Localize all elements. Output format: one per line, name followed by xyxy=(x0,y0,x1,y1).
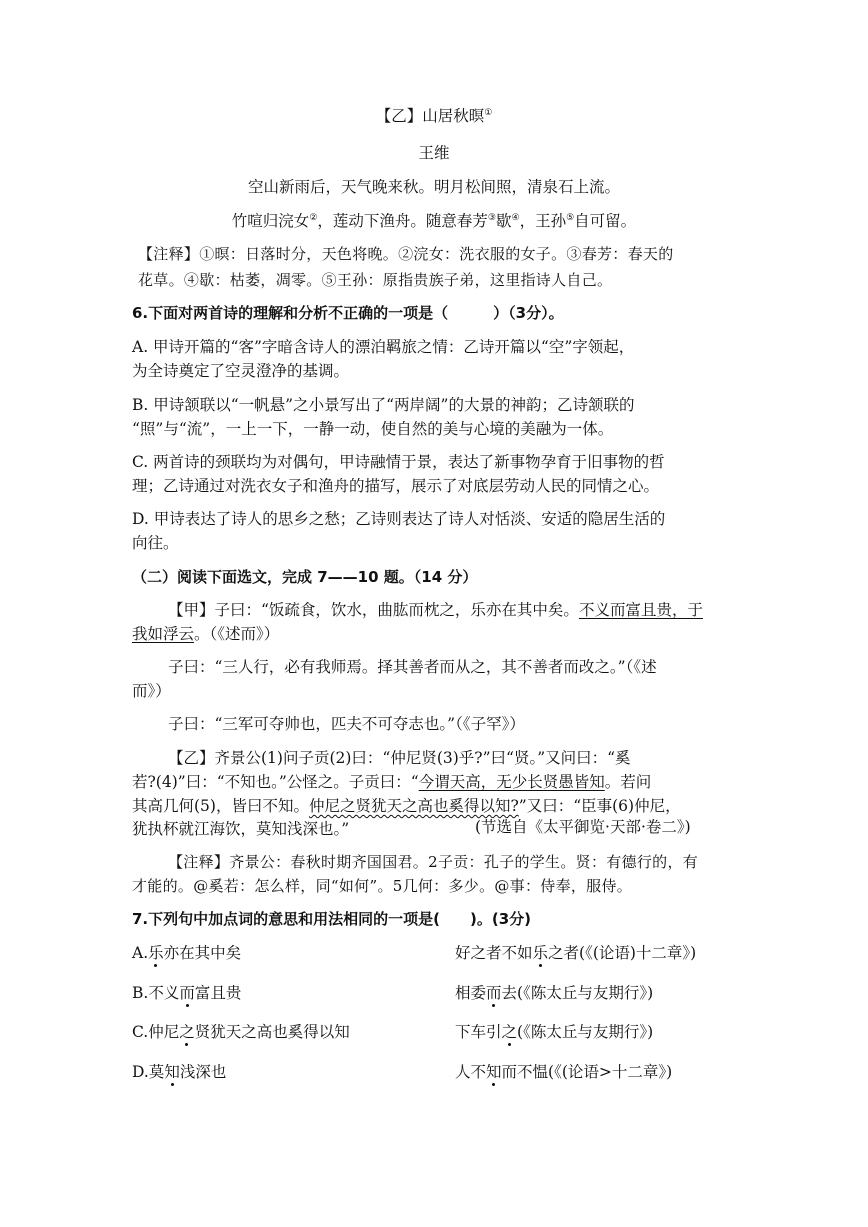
q7-option-c-left: C.仲尼之贤犹天之高也奚得以知 xyxy=(132,1023,350,1041)
dotted-word: 而 xyxy=(179,984,195,1002)
poem-line-1: 空山新雨后，天气晚来秋。明月松间照，清泉石上流。 xyxy=(247,178,620,196)
dotted-word: 乐 xyxy=(532,944,549,962)
passage-source: (节选自《太平御览·天部·卷二》) xyxy=(475,818,691,836)
q6-option-b-line-2: “照”与“流”，一上一下，一静一动，使自然的美与心境的美融为一体。 xyxy=(132,420,614,438)
q6-option-d-line-1: D. 甲诗表达了诗人的思乡之愁；乙诗则表达了诗人对恬淡、安适的隐居生活的 xyxy=(132,510,666,528)
q7-option-b-left: B.不义而富且贵 xyxy=(132,984,242,1002)
passage-yi-line-3: 其高几何(5)，皆曰不知。仲尼之贤犹天之高也奚得以知?”又曰：“臣事(6)仲尼， xyxy=(132,797,681,815)
footnote-mark: ① xyxy=(484,107,493,118)
q7-option-d-right: 人不知而不愠(《(论语>十二章》) xyxy=(455,1063,673,1081)
poem-line-2: 竹喧归浣女②，莲动下渔舟。随意春芳③歇④，王孙⑤自可留。 xyxy=(231,212,637,230)
passage-notes-line-2: 才能的。@奚若：怎么样，同“如何”。5几何：多少。@事：侍奉，服侍。 xyxy=(132,877,633,895)
q7-option-d-left: D.莫知浅深也 xyxy=(132,1063,227,1081)
q6-option-a-line-2: 为全诗奠定了空灵澄净的基调。 xyxy=(132,362,350,380)
passage-para-3: 子曰：“三军可夺帅也，匹夫不可夺志也。”（《子罕》） xyxy=(168,715,525,733)
dotted-word: 乐 xyxy=(148,944,164,962)
q7-option-a-left: A.乐亦在其中矣 xyxy=(132,944,242,962)
passage-jia-line-1: 【甲】子曰：“饭疏食，饮水，曲肱而枕之，乐亦在其中矣。不义而富且贵，于 xyxy=(168,601,703,619)
question-6-stem: 6.下面对两首诗的理解和分析不正确的一项是（ ）（3分）。 xyxy=(132,304,564,322)
poem-author: 王维 xyxy=(418,144,450,162)
passage-jia-line-2: 我如浮云。（《述而》） xyxy=(132,625,280,643)
passage-yi-line-1: 【乙】齐景公(1)问子贡(2)曰：“仲尼贤(3)乎?”曰“贤。”又问曰：“奚 xyxy=(168,749,631,767)
dotted-word: 知 xyxy=(164,1063,180,1081)
passage-para-2-line-2: 而》） xyxy=(132,682,171,700)
q6-option-c-line-2: 理；乙诗通过对洗衣女子和渔舟的描写，展示了对底层劳动人民的同情之心。 xyxy=(132,477,660,495)
question-7-stem: 7.下列句中加点词的意思和用法相同的一项是( )。(3分) xyxy=(132,910,531,928)
dotted-word: 而 xyxy=(486,984,502,1002)
q7-option-b-right: 相委而去(《陈太丘与友期行》) xyxy=(455,984,654,1002)
poem-notes-line-2: 花草。④歇：枯萎，凋零。⑤王孙：原指贵族子弟，这里指诗人自己。 xyxy=(138,271,613,289)
q7-option-a-right: 好之者不如乐之者(《(论语)十二章》) xyxy=(455,944,697,962)
q6-option-c-line-1: C. 两首诗的颈联均为对偶句，甲诗融情于景，表达了新事物孕育于旧事物的哲 xyxy=(132,453,665,471)
poem-title: 【乙】山居秋暝① xyxy=(375,107,493,125)
q6-option-a-line-1: A. 甲诗开篇的“客”字暗含诗人的漂泊羁旅之情：乙诗开篇以“空”字领起， xyxy=(132,338,635,356)
passage-yi-line-4: 犹执杯就江海饮，莫知浅深也。” xyxy=(132,820,350,838)
q6-option-b-line-1: B. 甲诗颔联以“一帆悬”之小景写出了“两岸阔”的大景的神韵；乙诗颔联的 xyxy=(132,396,635,414)
q7-option-c-right: 下车引之(《陈太丘与友期行》) xyxy=(455,1023,654,1041)
dotted-word: 知 xyxy=(486,1063,502,1081)
poem-notes-line-1: 【注释】①暝：日落时分，天色将晚。②浣女：洗衣服的女子。③春芳：春天的 xyxy=(138,245,674,263)
dotted-word: 之 xyxy=(179,1023,195,1041)
section-2-heading: （二）阅读下面选文，完成 7——10 题。（14 分） xyxy=(132,568,478,586)
q6-option-d-line-2: 向往。 xyxy=(132,534,179,552)
dotted-word: 之 xyxy=(501,1023,518,1041)
passage-notes-line-1: 【注释】齐景公：春秋时期齐国国君。2子贡：孔子的学生。贤：有德行的，有 xyxy=(168,853,699,871)
passage-yi-line-2: 若?(4)”曰：“不知也。”公怪之。子贡曰：“今谓天高，无少长贤愚皆知。若问 xyxy=(132,773,652,791)
passage-para-2-line-1: 子曰：“三人行，必有我师焉。择其善者而从之，其不善者而改之。”（《述 xyxy=(168,658,657,676)
